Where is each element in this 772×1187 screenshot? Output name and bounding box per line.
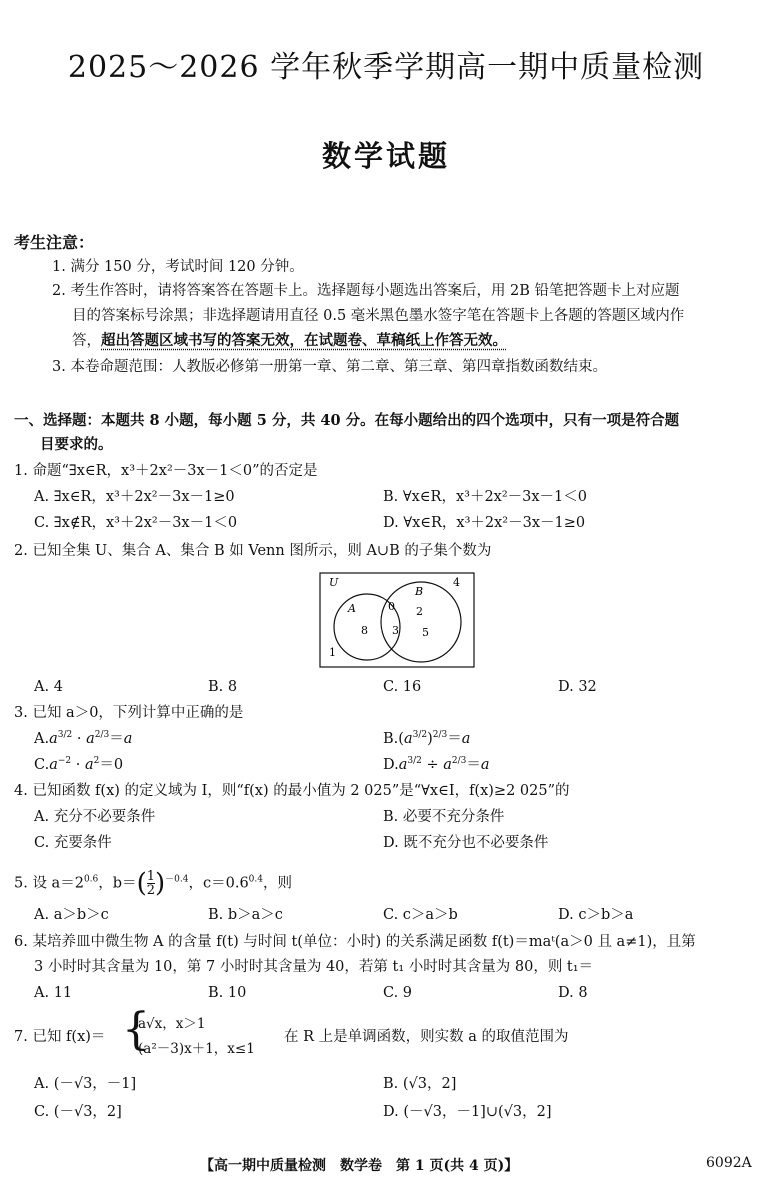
q7-option-d: D. (－√3，－1]∪(√3，2] [383,1104,552,1120]
venn-count-outside-top: 4 [453,576,460,589]
q3-option-a: $A.a^{3/2} \cdot a^{2/3}=a$ [34,730,133,747]
venn-count-two: 2 [416,605,423,618]
venn-count-a-only: 8 [361,624,368,637]
exam-subtitle: 数学试题 [321,139,450,173]
q1-option-c: C. ∃x∉R，x³＋2x²－3x－1＜0 [34,515,238,531]
footer-code: 6092A [706,1155,752,1171]
q5-stem-b: ，b＝ [98,875,137,892]
q6-option-d: D. 8 [558,985,588,1001]
q6-option-a: A. 11 [34,985,73,1001]
q5-stem: 5. 设 $a=2^{0.6}$，b＝( $\frac{1}{2}$ )$^{-0.4}$，$c=0.6^{0.4}$，则 [14,868,292,899]
q2-option-c: C. 16 [383,679,422,695]
q5-stem-end: ，则 [263,875,292,892]
q1-option-b: B. ∀x∈R，x³＋2x²－3x－1＜0 [383,489,588,505]
exam-title: 2025～2026 学年秋季学期高一期中质量检测 [67,50,705,85]
q5-option-a: A. a＞b＞c [34,907,109,923]
venn-diagram [319,572,475,668]
q3-option-c: $C.a^{-2} \cdot a^2=0$ [34,756,124,773]
footer-page-info: 【高一期中质量检测 数学卷 第 1 页(共 4 页)】 [200,1158,519,1174]
venn-label-b: B [415,585,424,598]
notice-item-2-line-3 [72,332,507,350]
venn-count-five: 5 [422,626,429,639]
venn-universe-box [320,573,474,667]
venn-count-outside-bottom: 1 [329,646,336,659]
q4-option-c: C. 充要条件 [34,835,112,851]
notice-item-3: 3. 本卷命题范围：人教版必修第一册第一章、第二章、第三章、第四章指数函数结束。 [52,359,607,375]
q5-option-d: D. c＞b＞a [558,907,634,923]
q4-option-a: A. 充分不必要条件 [34,809,156,825]
q5-stem-prefix: 5. 设 a＝2 [14,875,84,892]
q7-option-c: C. (－√3，2] [34,1104,122,1120]
q3-option-b-label: B. [383,731,399,747]
q1-option-d: D. ∀x∈R，x³＋2x²－3x－1≥0 [383,515,586,531]
q3-option-a-label: A. [34,731,50,747]
q5-exponent-a: 0.6 [83,874,99,885]
q7-case-1: a√x，x＞1 [138,1016,206,1032]
q5-option-b: B. b＞a＞c [208,907,283,923]
q6-stem-line-1: 6. 某培养皿中微生物 A 的含量 f(t) 与时间 t(单位：小时) 的关系满足函数 f(t)＝maᵗ(a＞0 且 a≠1)，且第 [14,934,696,950]
q1-option-a: A. ∃x∈R，x³＋2x²－3x－1≥0 [34,489,235,505]
notice-item-2-line-1: 2. 考生作答时，请将答案答在答题卡上。选择题每小题选出答案后，用 2B 铅笔把答题卡上对应题 [52,283,680,299]
q2-option-b: B. 8 [208,679,238,695]
notice-heading: 考生注意： [14,233,95,252]
q7-case-2: (a²－3)x＋1，x≤1 [138,1041,255,1057]
venn-count-zero: 0 [388,600,395,613]
venn-count-three: 3 [392,624,399,637]
q5-stem-c: ，c＝0.6 [188,875,249,892]
q3-option-c-label: C. [34,757,50,773]
q4-option-b: B. 必要不充分条件 [383,809,505,825]
q6-option-b: B. 10 [208,985,247,1001]
section-1-line-2: 目要求的。 [40,436,113,453]
q7-stem-suffix: 在 R 上是单调函数，则实数 a 的取值范围为 [284,1029,569,1045]
q7-stem-prefix: 7. 已知 f(x)＝ [14,1029,106,1045]
q5-fraction [147,870,155,897]
q4-option-d: D. 既不充分也不必要条件 [383,835,549,851]
q2-option-a: A. 4 [34,679,63,695]
q5-exponent-b: －0.4 [165,874,189,885]
q5-exponent-c: 0.4 [248,874,263,885]
section-1-line-1: 一、选择题：本题共 8 小题，每小题 5 分，共 40 分。在每小题给出的四个选项中，只有一项是符合题 [14,412,680,429]
venn-label-u: U [329,576,339,589]
q7-piecewise-brace: { [122,1004,150,1055]
q7-option-a: A. (－√3，－1] [34,1076,137,1092]
q5-fraction-denominator: 2 [146,883,155,898]
notice-item-2-prefix: 答， [72,333,101,349]
q3-option-d: $D.a^{3/2} \div a^{2/3}=a$ [383,756,490,773]
q2-stem: 2. 已知全集 U、集合 A、集合 B 如 Venn 图所示，则 A∪B 的子集个数为 [14,543,492,559]
q7-option-b: B. (√3，2] [383,1076,457,1092]
q3-option-b: $B.(a^{3/2})^{2/3}=a$ [383,730,471,747]
q5-fraction-numerator: 1 [146,869,155,884]
notice-emphasis: 超出答题区域书写的答案无效，在试题卷、草稿纸上作答无效。 [101,332,507,349]
notice-item-2-line-2: 目的答案标号涂黑；非选择题请用直径 0.5 毫米黑色墨水签字笔在答题卡上各题的答题区域内作 [72,308,685,324]
q2-option-d: D. 32 [558,679,597,695]
q1-stem: 1. 命题“∃x∈R，x³＋2x²－3x－1＜0”的否定是 [14,463,318,479]
q6-stem-line-2: 3 小时时其含量为 10，第 7 小时时其含量为 40，若第 t₁ 小时时其含量为 80，则 t₁＝ [34,959,594,975]
venn-label-a: A [348,602,356,615]
q3-option-d-label: D. [383,757,399,773]
notice-item-1: 1. 满分 150 分，考试时间 120 分钟。 [52,259,304,275]
q4-stem: 4. 已知函数 f(x) 的定义域为 I，则“f(x) 的最小值为 2 025”是“∀x∈I，f(x)≥2 025”的 [14,783,570,799]
q3-stem: 3. 已知 a＞0，下列计算中正确的是 [14,705,244,721]
q5-option-c: C. c＞a＞b [383,907,458,923]
q6-option-c: C. 9 [383,985,413,1001]
